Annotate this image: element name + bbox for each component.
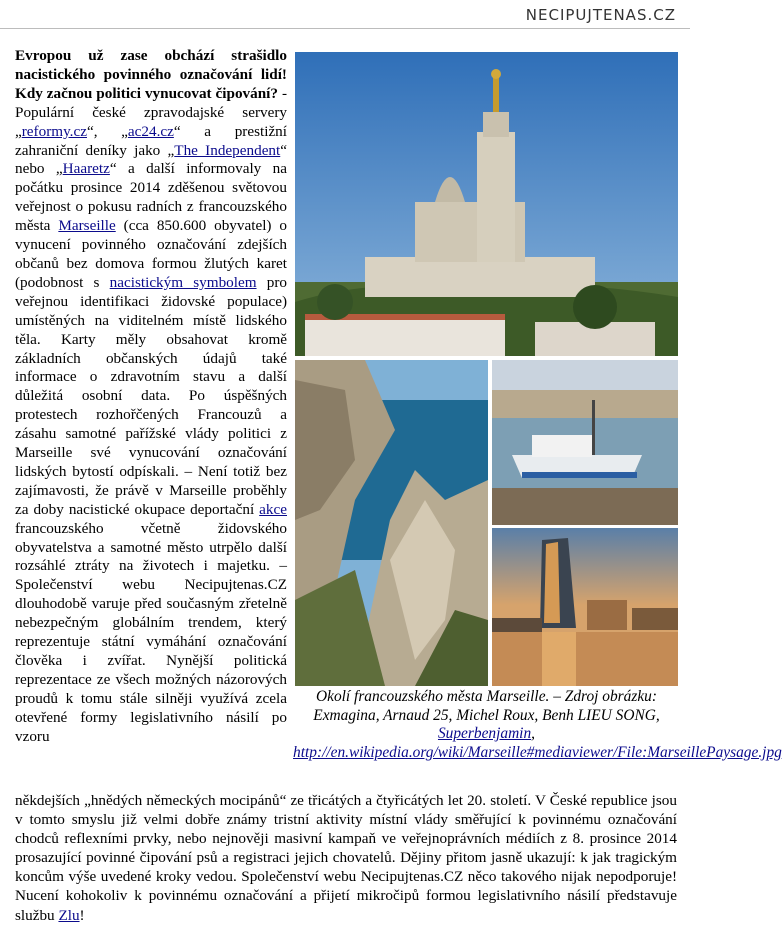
article-left-column	[15, 47, 287, 747]
caption-text: Okolí francouzského města Marseille. – Zdroj obrázku: Exmagina, Arnaud 25, Michel Roux, Benh LIEU SONG,	[313, 688, 660, 724]
photo-calanques	[295, 360, 488, 686]
article-continuation	[15, 791, 677, 925]
photo-basilica	[295, 52, 678, 356]
link-independent[interactable]: The Independent	[174, 141, 281, 159]
article-paragraph: Evropou už zase obchází strašidlo nacistického povinného označování lidí! Kdy začnou politici vynucovat čipování? - Populární české zpravodajské servery „reformy.cz“, „ac24.cz“ a prestižní zahraniční deníky jako „The Independent“ nebo „Haaretz“ a další informovaly na počátku prosince 2014 zděšenou světovou veřejnost o pokusu radních z francouzského města Marseille (cca 850.600 obyvatel) o vynucení povinného označování zdejších občanů bez domova formou žlutých karet (podobnost s nacistickým symbolem pro veřejnou identifikaci židovské populace) umístěných na viditelném místě lidského těla. Karty měly obsahovat kromě základních občanských údajů také informace o zdravotním stavu a další důležitá osobní data. Po úspěšných protestech rozhořčených Francouzů a zásahu samotné pařížské vlády politici z Marseille své vynucování označování lidských bytostí odpískali. – Není totiž bez zajímavosti, že právě v Marseille proběhly za doby nacistické okupace deportační akce francouzského včetně židovského obyvatelstva a samotné město utrpělo další rozsáhlé ztráty na životech i majetku. – Společenství webu Necipujtenas.CZ dlouhodobě varuje před současným zřetelně nebezpečným globálním trendem, který reprezentuje státní vymáhání označování člověka i zvířat. Nynější politická reprezentace ze všech možných názorových proudů k tomu stále silněji využívá zcela otevřené formy legislativního násilí po vzoru	[15, 47, 288, 745]
photo-cma-tower	[492, 528, 678, 686]
link-marseille[interactable]: Marseille	[58, 217, 116, 235]
article-paragraph-continued: někdejších „hnědých německých mocipánů“ ze třicátých a čtyřicátých let 20. století. V České republice jsou v tomto smyslu již velmi dobře známy tristní aktivity místní vlády směřující k povinnému označování chodců reflexními prvky, nebo nejnověji masivní kampaň ve veřejnoprávních médiích z 8. prosince 2014 prosazující povinné čipování psů a registraci jejich chovatelů. Dějiny přitom jasně ukazují: k jak tragickým koncům výše uvedené kroky vedou. Společenství webu Necipujtenas.CZ něco takového nijak nepodporuje! Nucení kohokoliv k povinnému označování a přijetí mikročipů formou legislativního násilí představuje službu Zlu!	[15, 792, 677, 924]
link-nazi-symbol[interactable]: nacistickým symbolem	[109, 273, 257, 291]
link-reformy[interactable]: reformy.cz	[21, 122, 87, 140]
caption-link-superbenjamin[interactable]: Superbenjamin	[437, 725, 532, 743]
site-header: NECIPUJTENAS.CZ	[525, 6, 676, 24]
link-zlu[interactable]: Zlu	[58, 906, 80, 924]
link-haaretz[interactable]: Haaretz	[62, 160, 110, 178]
photo-old-port	[492, 360, 678, 525]
link-akce[interactable]: akce	[259, 500, 287, 518]
link-ac24[interactable]: ac24.cz	[127, 122, 174, 140]
image-caption: Okolí francouzského města Marseille. – Zdroj obrázku: Exmagina, Arnaud 25, Michel Roux, Benh LIEU SONG, Superbenjamin, http://en.wikipedia.org/wiki/Marseille#mediaviewer/File:MarseillePaysage.jpg	[293, 688, 782, 761]
article-headline: Evropou už zase obchází strašidlo nacistického povinného označování lidí! Kdy začnou politici vynucovat čipování?	[15, 47, 287, 102]
header-divider	[0, 28, 690, 29]
caption-link-wikipedia[interactable]: http://en.wikipedia.org/wiki/Marseille#mediaviewer/File:MarseillePaysage.jpg	[293, 743, 782, 761]
